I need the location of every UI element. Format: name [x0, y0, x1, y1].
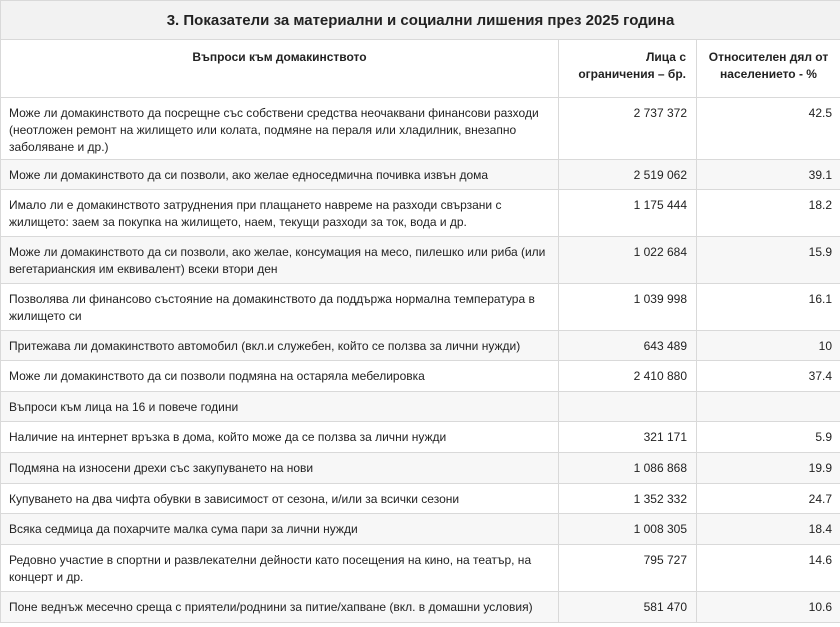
table-row — [1, 331, 840, 361]
header-row — [1, 40, 840, 98]
row-persons: 1 086 868 — [559, 453, 697, 484]
row-question: Наличие на интернет връзка в дома, който може да се ползва за лични нужди — [1, 422, 559, 453]
table-row — [1, 284, 840, 331]
row-persons: 1 352 332 — [559, 484, 697, 514]
row-share — [697, 392, 840, 422]
row-question: Може ли домакинството да посрещне със собствени средства неочаквани финансови разходи (неотложен ремонт на жилището или колата, подмяне на пераля или хладилник, внезапно заболяване и др.) — [1, 98, 559, 160]
row-question: Позволява ли финансово състояние на домакинството да поддържа нормална температура в жилището си — [1, 284, 559, 331]
row-question: Въпроси към лица на 16 и повече години — [1, 392, 559, 422]
row-question: Купуването на два чифта обувки в зависимост от сезона, и/или за всички сезони — [1, 484, 559, 514]
table-row — [1, 514, 840, 545]
row-question: Може ли домакинството да си позволи подмяна на остаряла мебелировка — [1, 361, 559, 392]
row-share: 16.1 — [697, 284, 840, 331]
row-persons: 1 022 684 — [559, 237, 697, 284]
row-persons — [559, 392, 697, 422]
row-persons: 795 727 — [559, 545, 697, 592]
row-share: 24.7 — [697, 484, 840, 514]
row-share: 5.9 — [697, 422, 840, 453]
row-persons: 2 737 372 — [559, 98, 697, 160]
row-share: 19.9 — [697, 453, 840, 484]
row-persons: 2 410 880 — [559, 361, 697, 392]
row-persons: 643 489 — [559, 331, 697, 361]
row-question: Може ли домакинството да си позволи, ако желае, консумация на месо, пилешко или риба (или вегетарианския им еквивалент) всеки втори ден — [1, 237, 559, 284]
table-row — [1, 484, 840, 514]
row-question: Подмяна на износени дрехи със закупуването на нови — [1, 453, 559, 484]
row-question: Притежава ли домакинството автомобил (вкл.и служебен, който се ползва за лични нужди) — [1, 331, 559, 361]
header-share: Относителен дял от населението - % — [697, 40, 840, 98]
table-row — [1, 545, 840, 592]
header-question: Въпроси към домакинството — [1, 40, 559, 98]
table-title: 3. Показатели за материални и социални лишения през 2025 година — [1, 1, 840, 40]
row-persons: 1 008 305 — [559, 514, 697, 545]
row-share: 14.6 — [697, 545, 840, 592]
row-share: 42.5 — [697, 98, 840, 160]
header-persons: Лица с ограничения – бр. — [559, 40, 697, 98]
row-share: 18.2 — [697, 190, 840, 237]
row-question: Може ли домакинството да си позволи, ако желае едноседмична почивка извън дома — [1, 160, 559, 190]
row-persons: 1 175 444 — [559, 190, 697, 237]
table-row — [1, 592, 840, 623]
row-persons: 1 039 998 — [559, 284, 697, 331]
table-row — [1, 98, 840, 160]
table-row — [1, 453, 840, 484]
row-share: 18.4 — [697, 514, 840, 545]
row-question: Всяка седмица да похарчите малка сума пари за лични нужди — [1, 514, 559, 545]
table-row — [1, 160, 840, 190]
table-row — [1, 361, 840, 392]
row-share: 15.9 — [697, 237, 840, 284]
row-persons: 581 470 — [559, 592, 697, 623]
row-question: Имало ли е домакинството затруднения при плащането навреме на разходи свързани с жилището: заем за покупка на жилището, наем, текущи разходи за ток, вода и др. — [1, 190, 559, 237]
row-share: 10 — [697, 331, 840, 361]
row-question: Редовно участие в спортни и развлекателни дейности като посещения на кино, на театър, на концерт и др. — [1, 545, 559, 592]
table-row — [1, 392, 840, 422]
row-persons: 2 519 062 — [559, 160, 697, 190]
table-row — [1, 237, 840, 284]
table-row — [1, 190, 840, 237]
row-share: 39.1 — [697, 160, 840, 190]
table-row — [1, 422, 840, 453]
row-question: Поне веднъж месечно среща с приятели/роднини за питие/хапване (вкл. в домашни условия) — [1, 592, 559, 623]
row-persons: 321 171 — [559, 422, 697, 453]
row-share: 37.4 — [697, 361, 840, 392]
row-share: 10.6 — [697, 592, 840, 623]
